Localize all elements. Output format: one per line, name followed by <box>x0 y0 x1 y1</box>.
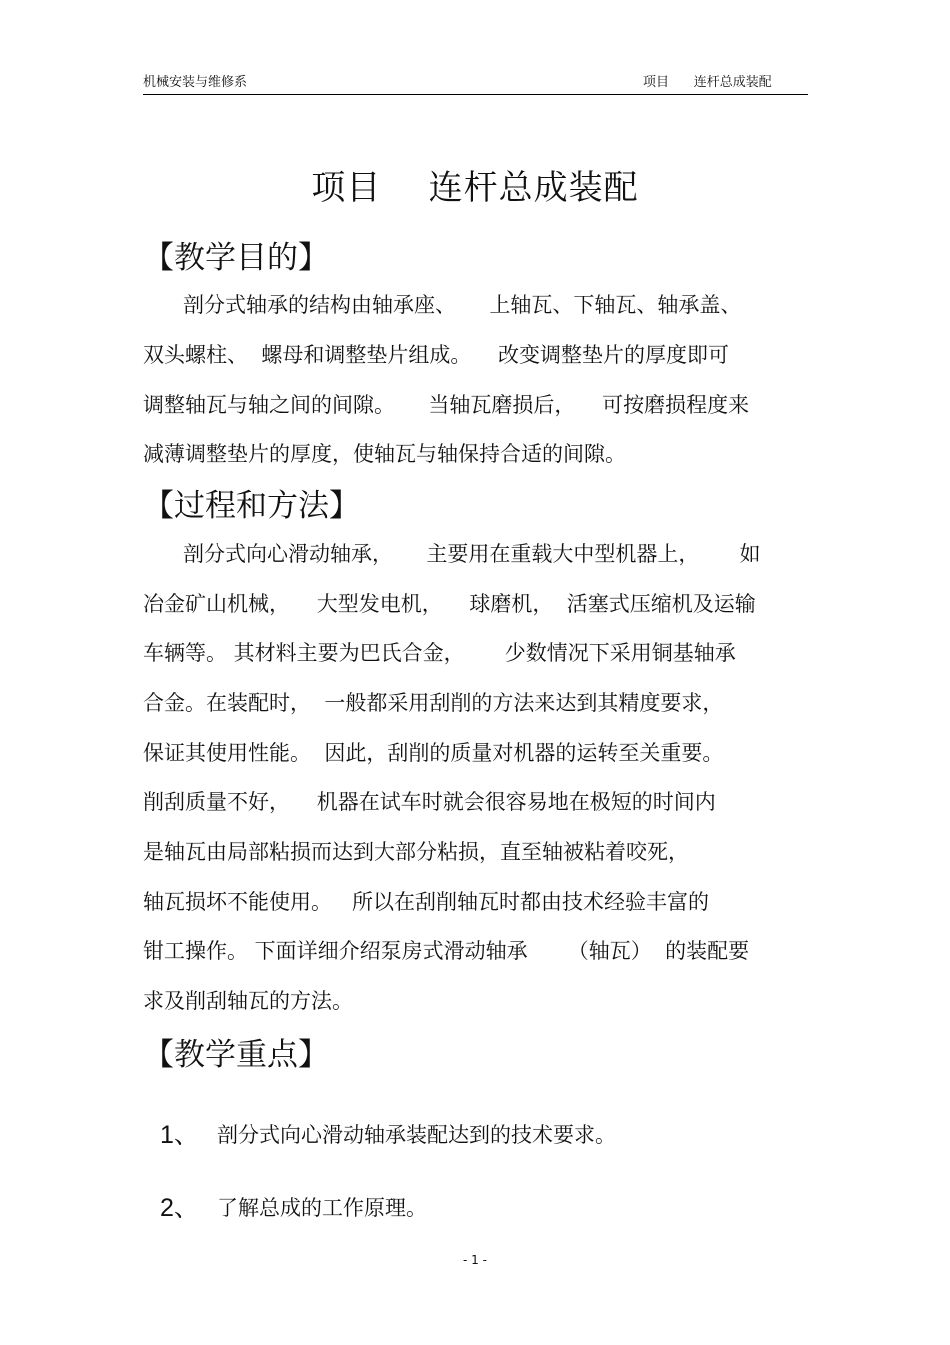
paragraph-line: 合金。在装配时， 一般都采用刮削的方法来达到其精度要求， <box>143 691 724 715</box>
list-item-number: 2、 <box>160 1194 199 1222</box>
page-number: - 1 - <box>463 1253 487 1267</box>
paragraph-line: 削刮质量不好， 机器在试车时就会很容易地在极短的时间内 <box>143 790 716 814</box>
paragraph-line: 求及削刮轴瓦的方法。 <box>143 989 353 1013</box>
paragraph-line: 保证其使用性能。 因此，刮削的质量对机器的运转至关重要。 <box>143 741 724 765</box>
header-rule <box>143 94 808 95</box>
paragraph-line: 轴瓦损坏不能使用。 所以在刮削轴瓦时都由技术经验丰富的 <box>143 890 710 914</box>
paragraph-line: 是轴瓦由局部粘损而达到大部分粘损，直至轴被粘着咬死， <box>143 840 689 864</box>
paragraph-line: 剖分式向心滑动轴承， 主要用在重载大中型机器上， 如 <box>143 542 761 566</box>
paragraph-line: 车辆等。 其材料主要为巴氏合金， 少数情况下采用铜基轴承 <box>143 641 736 665</box>
paragraph-line: 钳工操作。 下面详细介绍泵房式滑动轴承 （轴瓦） 的装配要 <box>143 939 750 963</box>
section-heading-key-points: 【教学重点】 <box>143 1037 329 1073</box>
paragraph-line: 双头螺柱、 螺母和调整垫片组成。 改变调整垫片的厚度即可 <box>143 343 730 367</box>
list-item-text: 剖分式向心滑动轴承装配达到的技术要求。 <box>217 1123 616 1147</box>
header-left-text: 机械安装与维修系 <box>143 75 248 90</box>
paragraph-line: 调整轴瓦与轴之间的间隙。 当轴瓦磨损后， 可按磨损程度来 <box>143 393 750 417</box>
paragraph-line: 剖分式轴承的结构由轴承座、 上轴瓦、下轴瓦、轴承盖、 <box>143 293 742 317</box>
paragraph-line: 冶金矿山机械， 大型发电机， 球磨机， 活塞式压缩机及运输 <box>143 592 756 616</box>
header-right-text: 项目 连杆总成装配 <box>643 75 772 90</box>
section-heading-process: 【过程和方法】 <box>143 488 360 524</box>
section-heading-objectives: 【教学目的】 <box>143 240 329 276</box>
list-item-number: 1、 <box>160 1121 199 1149</box>
page-title: 项目 连杆总成装配 <box>311 168 639 208</box>
list-item-text: 了解总成的工作原理。 <box>217 1196 427 1220</box>
paragraph-line: 减薄调整垫片的厚度，使轴瓦与轴保持合适的间隙。 <box>143 442 626 466</box>
